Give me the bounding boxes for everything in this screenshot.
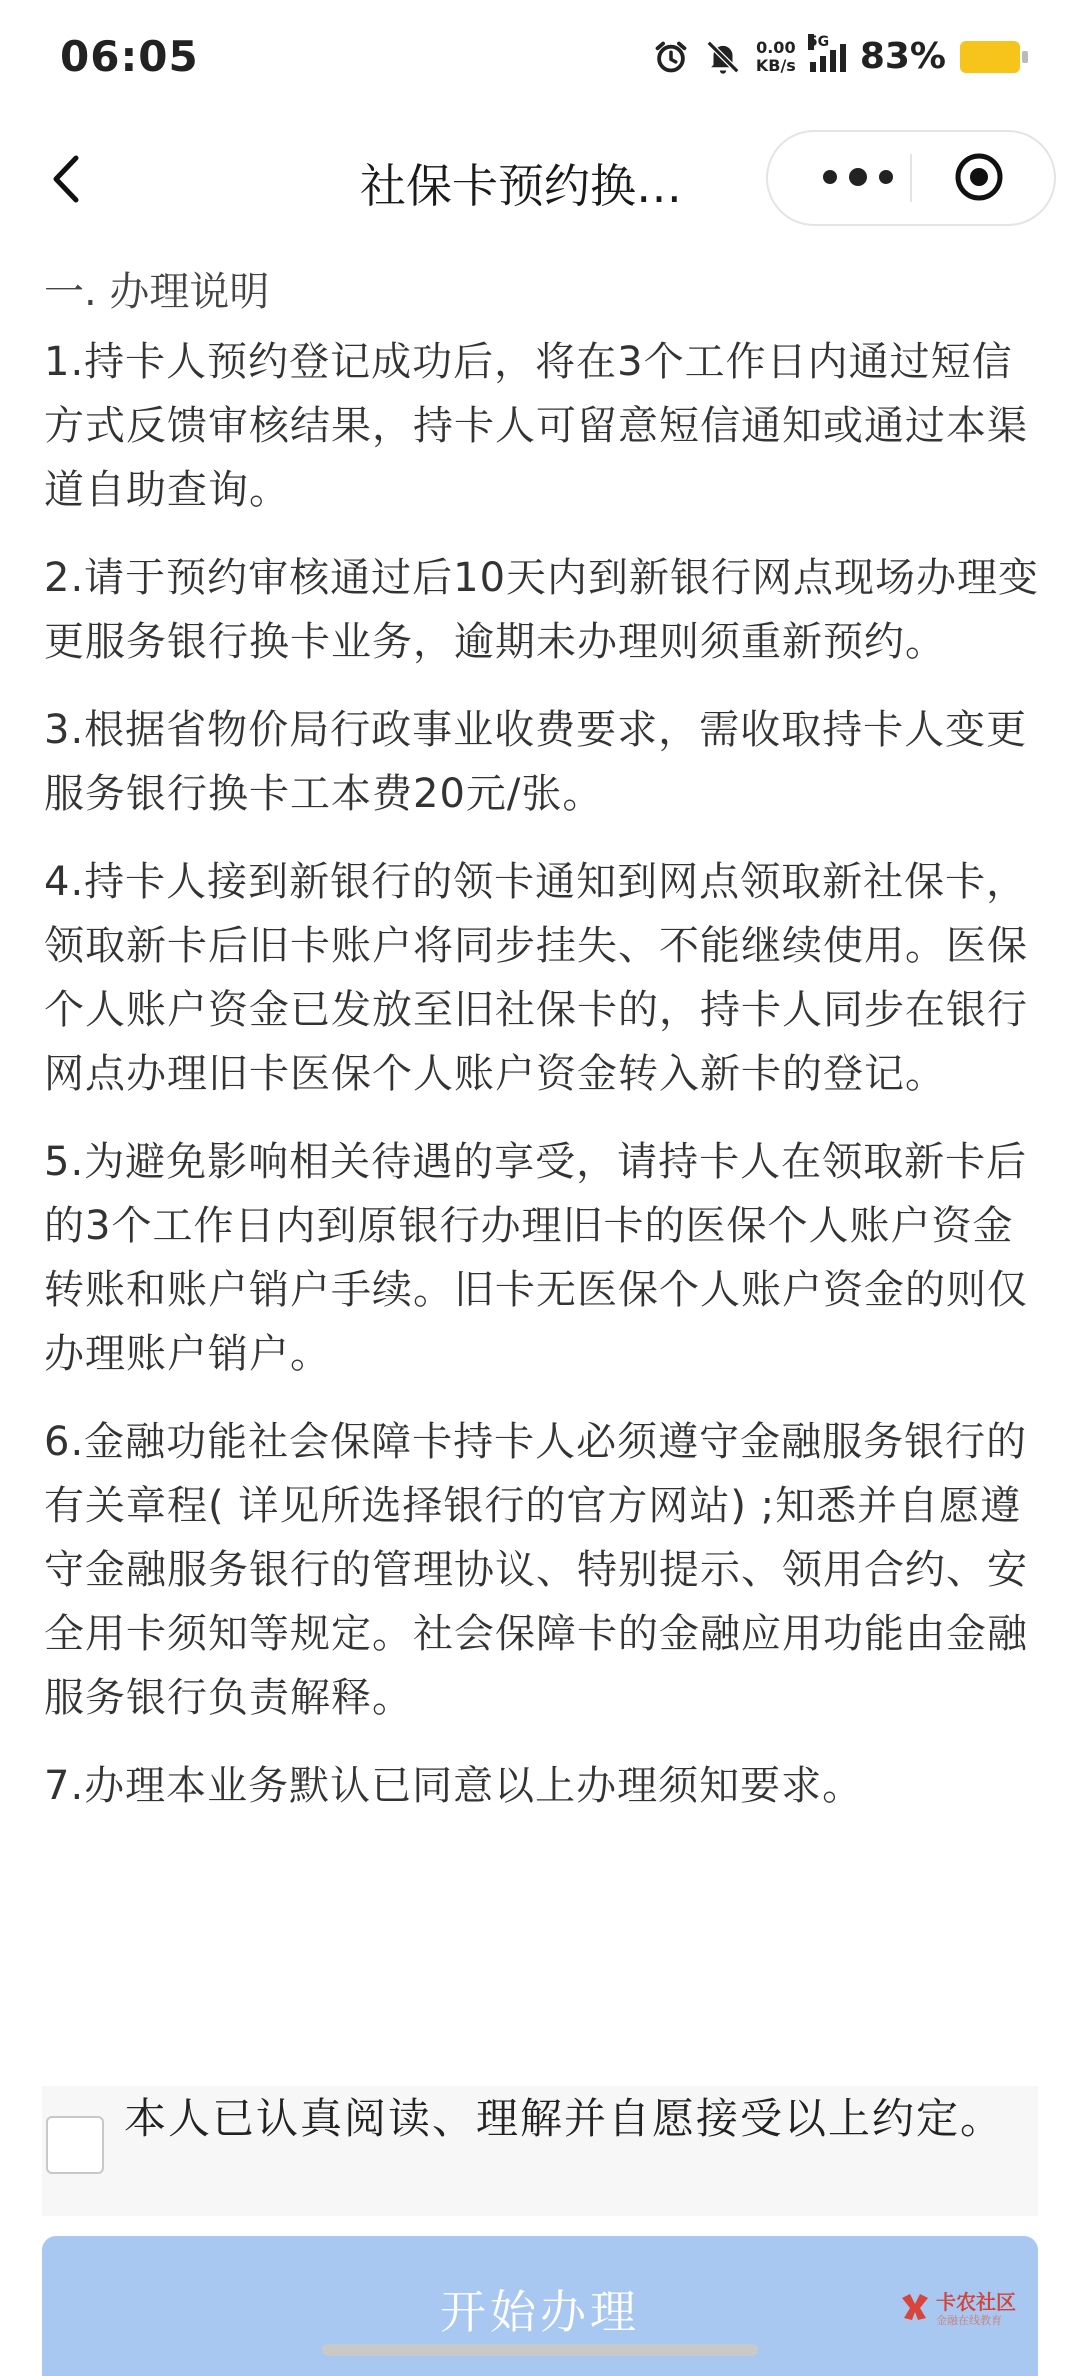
signal-bar [840, 44, 846, 72]
instruction-paragraph: 1.持卡人预约登记成功后，将在3个工作日内通过短信方式反馈审核结果，持卡人可留意短信通知或通过本渠道自助查询。 [44, 339, 1028, 513]
status-icons [652, 33, 1020, 77]
section-title: 一. 办理说明 [44, 269, 270, 315]
nav-bar [0, 120, 1080, 236]
battery-icon [960, 41, 1020, 73]
close-target-icon[interactable] [952, 150, 1006, 204]
agreement-text: 本人已认真阅读、理解并自愿接受以上约定。 [124, 2094, 1005, 2143]
instructions-content [44, 262, 1044, 1818]
watermark-logo-icon [898, 2290, 932, 2324]
dot [879, 170, 893, 184]
agreement-checkbox[interactable] [46, 2116, 104, 2174]
instruction-paragraph: 2.请于预约审核通过后10天内到新银行网点现场办理变更服务银行换卡业务，逾期未办理则须重新预约。 [44, 555, 1040, 665]
status-time: 06:05 [60, 32, 199, 81]
signal-bar [820, 56, 826, 72]
instruction-paragraph: 6.金融功能社会保障卡持卡人必须遵守金融服务银行的有关章程( 详见所选择银行的官方网站) ;知悉并自愿遵守金融服务银行的管理协议、特别提示、领用合约、安全用卡须知等规定。社会保障卡的金融应用功能由金融服务银行负责解释。 [44, 1419, 1028, 1721]
watermark [898, 2284, 1058, 2338]
instruction-paragraph: 5.为避免影响相关待遇的享受，请持卡人在领取新卡后的3个工作日内到原银行办理旧卡的医保个人账户资金转账和账户销户手续。旧卡无医保个人账户资金的则仅办理账户销户。 [44, 1139, 1028, 1377]
signal-bar [810, 62, 816, 72]
back-chevron-icon[interactable] [36, 144, 96, 214]
mute-bell-icon [704, 38, 742, 76]
net-speed [756, 39, 796, 75]
signal-bar [830, 50, 836, 72]
mini-program-capsule [766, 130, 1056, 226]
page-title: 社保卡预约换… [360, 159, 682, 213]
instruction-paragraph: 3.根据省物价局行政事业收费要求，需收取持卡人变更服务银行换卡工本费20元/张。 [44, 707, 1028, 817]
home-indicator[interactable] [322, 2344, 758, 2356]
capsule-divider [910, 154, 912, 202]
instruction-paragraph: 7.办理本业务默认已同意以上办理须知要求。 [44, 1763, 864, 1809]
battery-percent: 83% [859, 36, 946, 77]
watermark-text: 卡农社区 [936, 2290, 1016, 2314]
dot [849, 168, 867, 186]
agreement-row[interactable] [42, 2086, 1038, 2216]
status-bar [0, 0, 1080, 120]
dot [823, 170, 837, 184]
net-speed-unit: KB/s [755, 55, 796, 75]
net-speed-value: 0.00 [756, 37, 796, 57]
watermark-subtext: 金融在线教育 [936, 2314, 1002, 2327]
signal-icon [807, 33, 846, 72]
start-button-label: 开始办理 [440, 2285, 640, 2339]
alarm-icon [652, 38, 690, 76]
network-type: 5G [807, 33, 830, 50]
more-dots-icon[interactable] [808, 144, 908, 210]
instruction-paragraph: 4.持卡人接到新银行的领卡通知到网点领取新社保卡，领取新卡后旧卡账户将同步挂失、不能继续使用。医保个人账户资金已发放至旧社保卡的，持卡人同步在银行网点办理旧卡医保个人账户资金转入新卡的登记。 [44, 859, 1028, 1097]
